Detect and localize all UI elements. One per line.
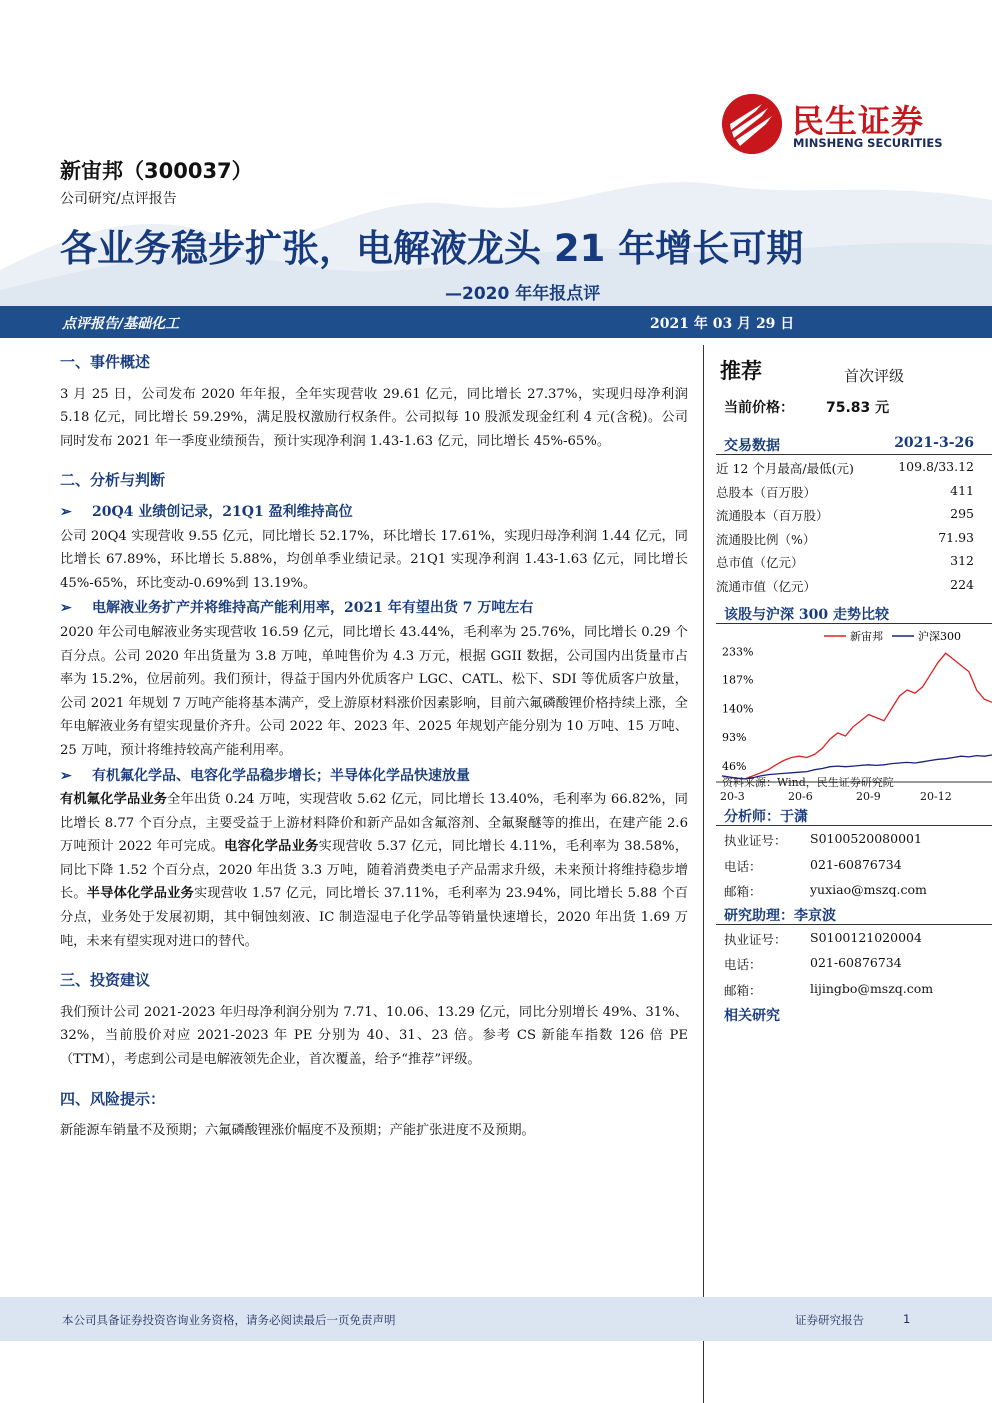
- disclaimer: 本公司具备证券投资咨询业务资格，请务必阅读最后一页免责声明: [62, 1313, 396, 1327]
- info-row: [716, 826, 992, 852]
- report-subtitle: —2020 年年报点评: [445, 284, 601, 304]
- y-tick-label: 93%: [722, 731, 747, 745]
- y-tick-label: 233%: [722, 645, 754, 659]
- row-key: 邮箱：: [724, 982, 762, 998]
- footer-label: 证券研究报告: [795, 1313, 864, 1327]
- row-value: 109.8/33.12: [898, 459, 974, 474]
- row-value: 295: [950, 506, 974, 521]
- row-key: 邮箱：: [724, 884, 762, 899]
- keyword: 有机氟化学品业务: [60, 792, 168, 808]
- info-row: [716, 573, 992, 597]
- main-content: [60, 345, 688, 1143]
- bullet-heading: [60, 765, 688, 789]
- report-date: 2021 年 03 月 29 日: [650, 316, 795, 332]
- info-row: [716, 526, 992, 550]
- page-number: 1: [903, 1312, 911, 1326]
- bullet-heading-text: 20Q4 业绩创记录，21Q1 盈利维持高位: [92, 503, 353, 520]
- trade-table: [716, 455, 992, 596]
- minsheng-logo-icon: [722, 94, 782, 154]
- column-divider: [703, 345, 704, 1403]
- info-row: [716, 852, 992, 878]
- company-name: 新宙邦（300037）: [60, 159, 253, 183]
- x-tick-label: 20-12: [920, 790, 952, 803]
- rating-note: 首次评级: [844, 367, 905, 385]
- chart-title: 该股与沪深 300 走势比较: [716, 600, 992, 624]
- row-key: 电话：: [724, 957, 762, 972]
- row-key: 总股本（百万股）: [716, 484, 817, 500]
- legend-label: 沪深300: [918, 630, 961, 643]
- info-row: [716, 549, 992, 573]
- minsheng-logo: [722, 94, 962, 158]
- logo-cn: 民生证券: [792, 102, 925, 140]
- section-heading: 二、分析与判断: [60, 471, 166, 490]
- price-row: [716, 387, 992, 425]
- row-key: 流通市值（亿元）: [716, 578, 817, 594]
- y-tick-label: 140%: [722, 702, 754, 716]
- bullet-heading-text: 电解液业务扩产并将维持高产能利用率，2021 年有望出货 7 万吨左右: [92, 600, 534, 617]
- legend-label: 新宙邦: [850, 630, 883, 643]
- assistant-title: 研究助理：李京波: [716, 903, 992, 925]
- report-category: 点评报告/基础化工: [62, 316, 180, 332]
- series-line: [722, 653, 992, 779]
- paragraph: 3 月 25 日，公司发布 2020 年年报，全年实现营收 29.61 亿元，同比增长 27.37%，实现归母净利润 5.18 亿元，同比增长 59.29%，满足股权激励行权条件。公司拟每 10 股派发现金红利 4 元(含税)。公司同时发布 2021 年一季度业绩预告，预计实现净利润 1.43-1.63 亿元，同比增长 45%-65%。: [60, 386, 688, 449]
- keyword: 电容化学品业务: [224, 839, 319, 855]
- paragraph: 新能源车销量不及预期；六氟磷酸锂涨价幅度不及预期；产能扩张进度不及预期。: [60, 1123, 535, 1139]
- info-row: [716, 877, 992, 903]
- row-key: 近 12 个月最高/最低(元): [716, 461, 854, 476]
- arrow-bullet-icon: ➢: [60, 600, 72, 617]
- section-heading: 三、投资建议: [60, 971, 151, 990]
- analyst-info: [716, 826, 992, 903]
- price-value: 75.83 元: [826, 400, 890, 416]
- trade-date: 2021-3-26: [894, 435, 974, 451]
- row-key: 总市值（亿元）: [716, 555, 804, 570]
- info-row: [716, 925, 992, 951]
- row-value: S0100520080001: [810, 831, 922, 846]
- row-value: 021-60876734: [810, 955, 902, 970]
- row-value: yuxiao@mszq.com: [810, 882, 927, 897]
- y-tick-label: 187%: [722, 673, 754, 687]
- stock-chart: [716, 624, 992, 804]
- info-row: [716, 950, 992, 976]
- trade-data-header: [716, 431, 992, 455]
- footer: [0, 1297, 992, 1341]
- text: 实现营收 1.57 亿元，同比增长 37.11%，毛利率为 23.94%，同比增长 5.88 个百分点，业务处于发展初期，其中铜蚀刻液、IC 制造湿电子化学品等销量快速增长，2020 年出货 1.69 万吨，未来有望实现对进口的替代。: [60, 886, 688, 949]
- info-row: [716, 976, 992, 1002]
- related-research: 相关研究: [724, 1008, 780, 1024]
- chart-source: 资料来源：Wind，民生证券研究院: [722, 776, 894, 789]
- arrow-bullet-icon: ➢: [60, 767, 72, 784]
- info-row: [716, 479, 992, 503]
- sidebar: [716, 345, 992, 1025]
- row-value: 312: [950, 553, 974, 568]
- report-type: 公司研究/点评报告: [60, 191, 177, 207]
- row-value: 021-60876734: [810, 856, 902, 872]
- row-value: lijingbo@mszq.com: [810, 980, 934, 996]
- bullet-heading: [60, 597, 688, 621]
- row-value: 224: [950, 576, 974, 592]
- text: 实现营收 5.37 亿元，同比增长 4.11%，毛利率为 38.58%，同比下降 1.52 个百分点，2020 年出货 3.3 万吨，随着消费类电子产品需求升级，未来预计将维持稳步增长。: [60, 839, 689, 902]
- rating: 推荐: [720, 359, 762, 383]
- row-key: 执业证号：: [724, 833, 787, 848]
- logo-en: MINSHENG SECURITIES: [793, 136, 943, 150]
- row-value: 411: [950, 482, 974, 498]
- text: 全年出货 0.24 万吨，实现营收 5.62 亿元，同比增长 13.40%，毛利率为 66.82%，同比增长 8.77 个百分点，主要受益于上游材料降价和新产品如含氟溶剂、全氟聚醚等的推出，在建产能 2.6 万吨预计 2022 年可完成。: [60, 792, 688, 855]
- category-bar: [0, 306, 992, 338]
- row-value: S0100121020004: [810, 929, 922, 945]
- row-value: 71.93: [938, 529, 974, 545]
- price-label: 当前价格：: [724, 400, 794, 416]
- report-title: 各业务稳步扩张，电解液龙头 21 年增长可期: [60, 227, 804, 270]
- x-tick-label: 20-3: [720, 790, 745, 803]
- x-tick-label: 20-9: [856, 790, 881, 803]
- section-heading: 一、事件概述: [60, 353, 151, 371]
- analyst-title: 分析师：于潇: [716, 804, 992, 826]
- keyword: 半导体化学品业务: [86, 886, 194, 902]
- arrow-bullet-icon: ➢: [60, 503, 72, 520]
- paragraph: [60, 788, 688, 953]
- trade-title: 交易数据: [724, 438, 780, 454]
- paragraph: 我们预计公司 2021-2023 年归母净利润分别为 7.71、10.06、13.29 亿元，同比分别增长 49%、31%、32%，当前股价对应 2021-2023 年 PE 分别为 40、31、23 倍。参考 CS 新能车指数 126 倍 PE（TTM），考虑到公司是电解液领先企业，首次覆盖，给予“推荐”评级。: [60, 1004, 688, 1068]
- row-key: 执业证号：: [724, 931, 787, 947]
- info-row: [716, 502, 992, 526]
- bullet-heading-text: 有机氟化学品、电容化学品稳步增长；半导体化学品快速放量: [92, 767, 470, 784]
- x-tick-label: 20-6: [788, 790, 813, 803]
- row-key: 流通股本（百万股）: [716, 508, 829, 523]
- bullet-heading: [60, 501, 688, 525]
- section-heading: 四、风险提示：: [60, 1089, 166, 1108]
- assistant-info: [716, 925, 992, 1002]
- paragraph: 公司 20Q4 实现营收 9.55 亿元，同比增长 52.17%，环比增长 17.61%，实现归母净利润 1.44 亿元，同比增长 67.89%，环比增长 5.88%，均创单季业绩记录。21Q1 实现净利润 1.43-1.63 亿元，同比增长 45%-65%，环比变动-0.69%到 13.19%。: [60, 528, 688, 591]
- rating-row: [716, 345, 992, 387]
- row-key: 电话：: [724, 858, 762, 874]
- row-key: 流通股比例（%）: [716, 531, 816, 547]
- paragraph: 2020 年公司电解液业务实现营收 16.59 亿元，同比增长 43.44%，毛利率为 25.76%，同比增长 0.29 个百分点。公司 2020 年出货量为 3.8 万吨，单吨售价为 4.3 万元，根据 GGII 数据，公司国内出货量市占率为 15.2%，位居前列。我们预计，得益于国内外优质客户 LGC、CATL、松下、SDI 等优质客户放量，公司 2021 年规划 7 万吨产能将基本满产，受上游原材料涨价因素影响，目前六氟磷酸锂价格持续上涨，全年电解液业务有望实现量价齐升。公司 2022 年、2023 年、2025 年规划产能分别为 10 万吨、15 万吨、25 万吨，预计将维持较高产能利用率。: [60, 624, 688, 758]
- y-tick-label: 46%: [722, 760, 747, 774]
- info-row: [716, 455, 992, 479]
